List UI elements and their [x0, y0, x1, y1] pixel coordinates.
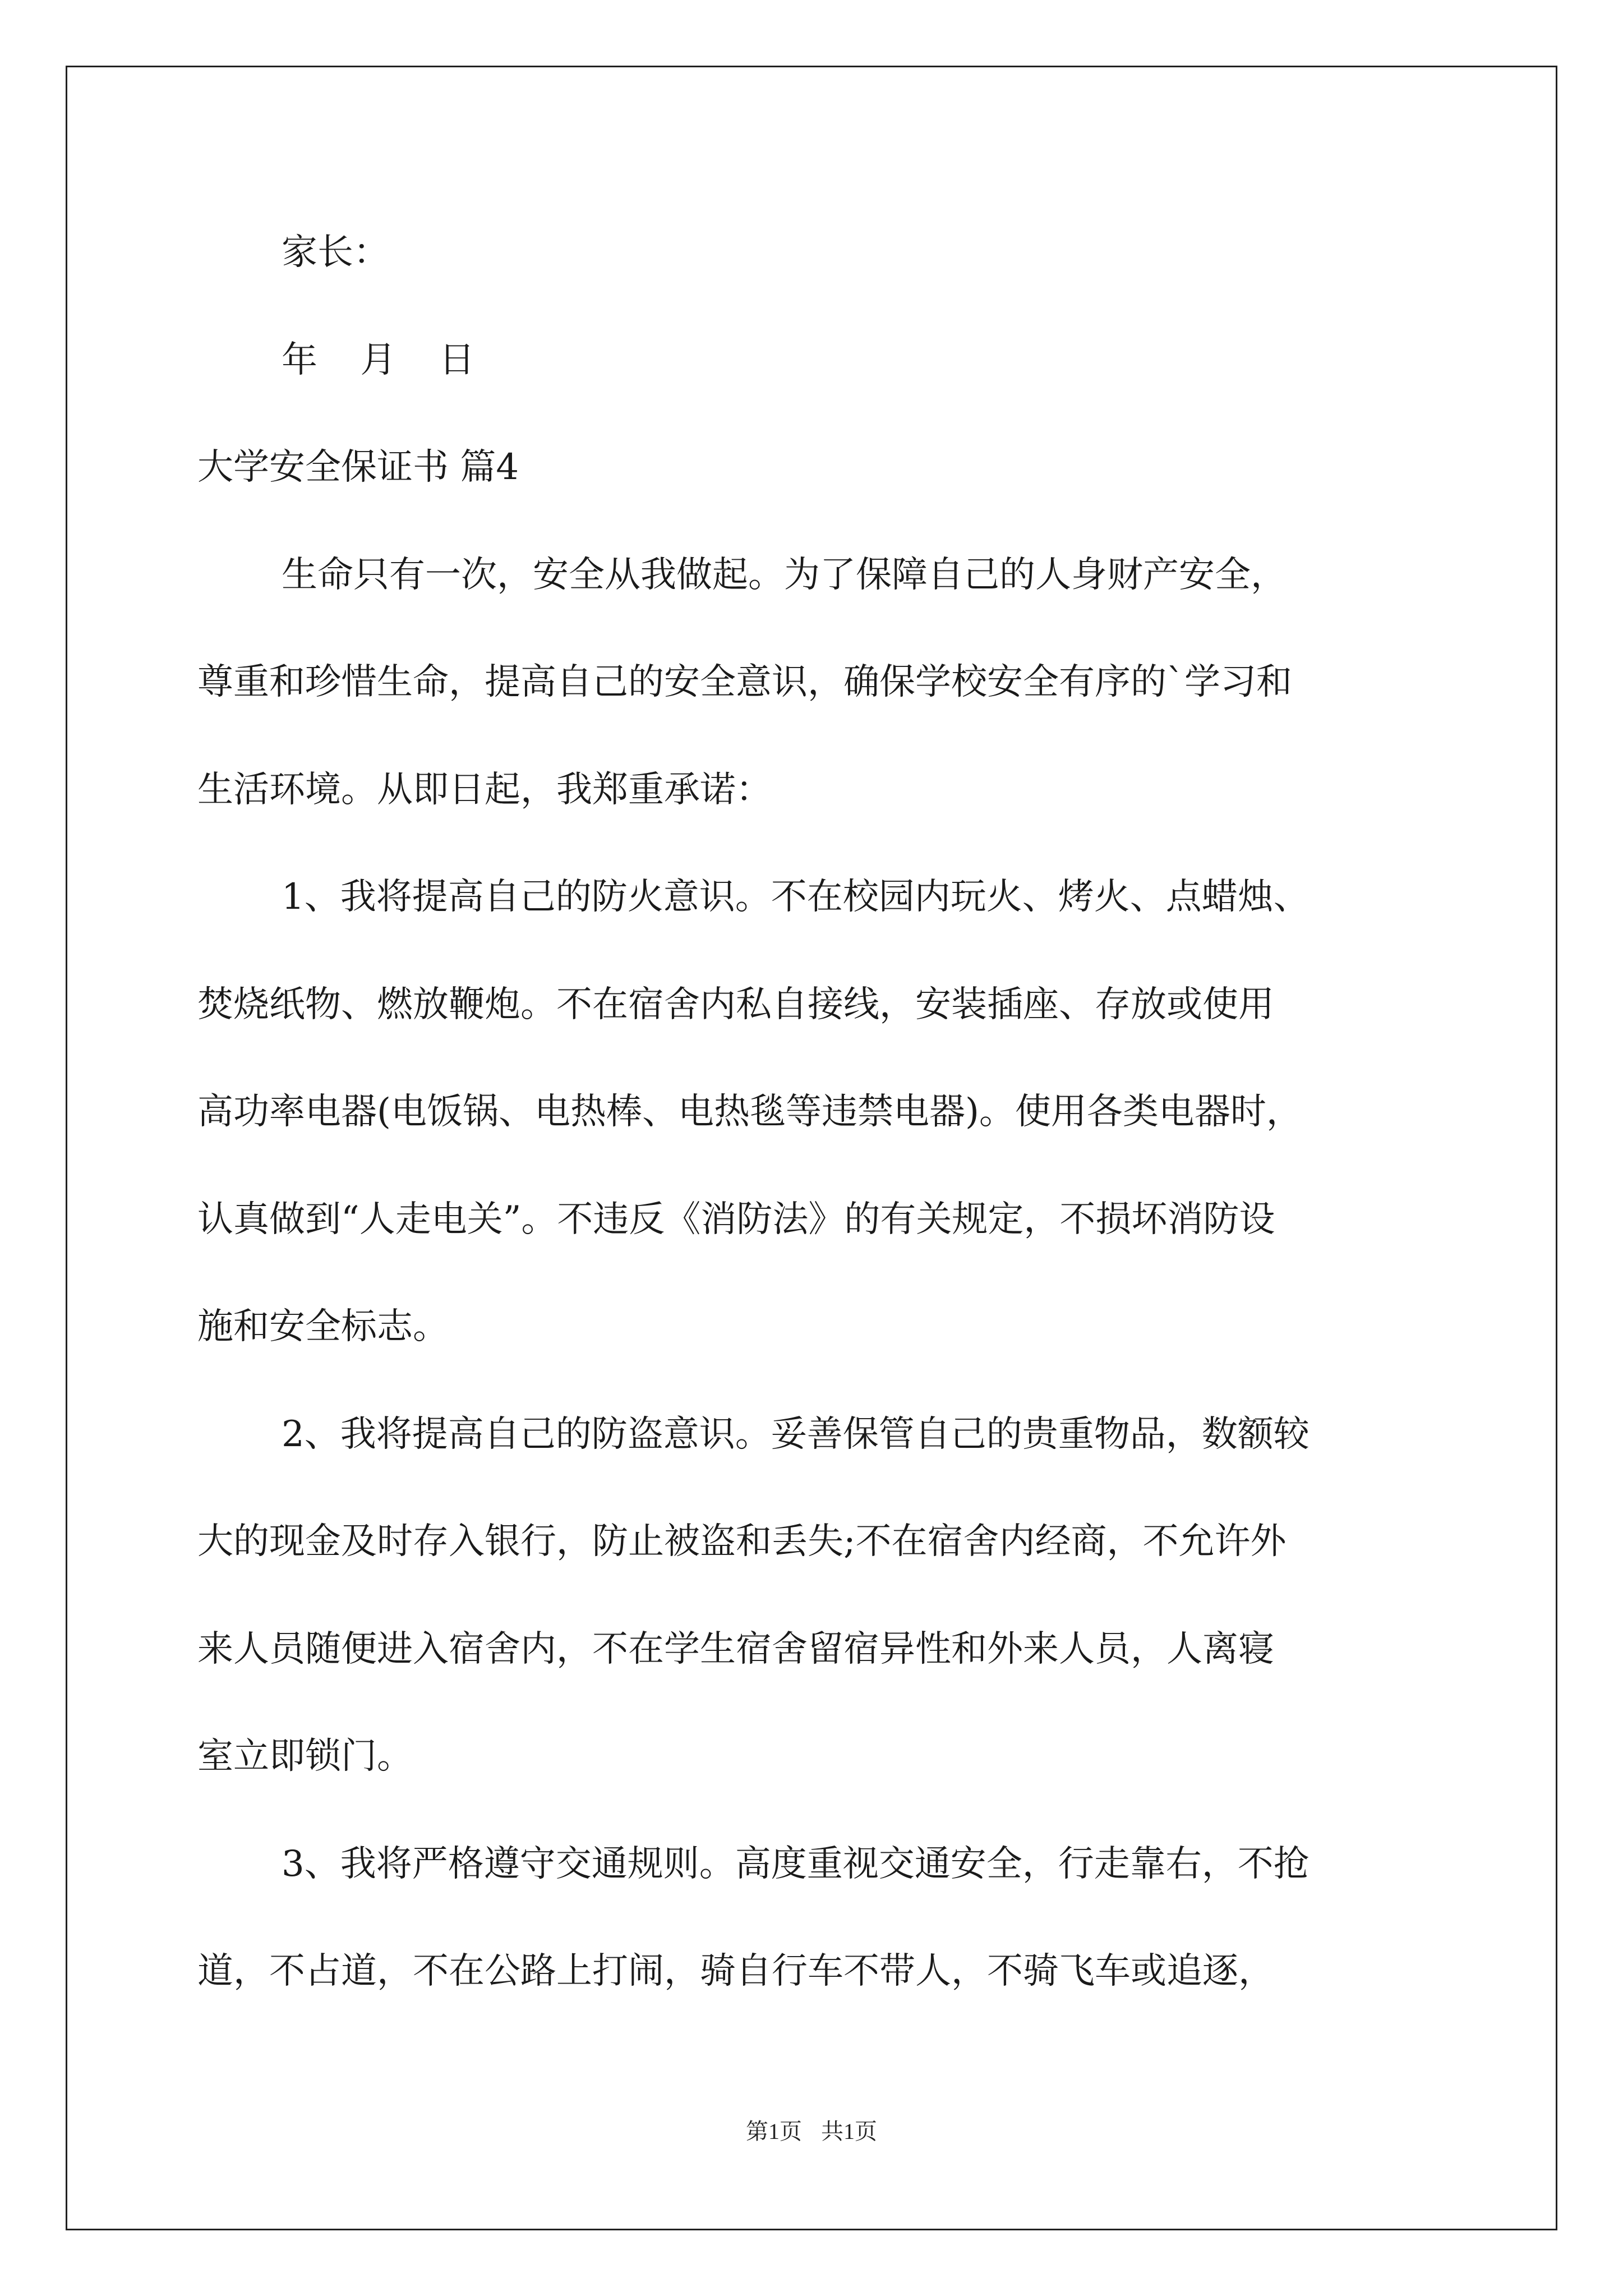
paragraph-line: 尊重和珍惜生命，提高自己的安全意识，确保学校安全有序的`学习和	[197, 661, 1292, 703]
paragraph-line: 室立即锁门。	[197, 1736, 413, 1777]
page-total: 共1页	[821, 2119, 877, 2144]
page-number: 第1页	[746, 2119, 802, 2144]
page-footer	[0, 2116, 1623, 2147]
paragraph-line: 3、我将严格遵守交通规则。高度重视交通安全，行走靠右，不抢	[282, 1843, 1310, 1885]
paragraph-line: 1、我将提高自己的防火意识。不在校园内玩火、烤火、点蜡烛、	[282, 876, 1310, 918]
paragraph-line: 道，不占道，不在公路上打闹，骑自行车不带人，不骑飞车或追逐，	[197, 1950, 1274, 1992]
parent-signature-label: 家长：	[282, 232, 389, 273]
section-heading: 大学安全保证书 篇4	[197, 447, 519, 488]
page-border	[66, 66, 1557, 2230]
paragraph-line: 来人员随便进入宿舍内，不在学生宿舍留宿异性和外来人员，人离寝	[197, 1628, 1274, 1670]
paragraph-line: 认真做到“人走电关”。不违反《消防法》的有关规定，不损坏消防设	[197, 1199, 1275, 1240]
date-line: 年 月 日	[282, 339, 491, 381]
paragraph-line: 施和安全标志。	[197, 1306, 449, 1347]
paragraph-line: 高功率电器(电饭锅、电热棒、电热毯等违禁电器)。使用各类电器时，	[197, 1091, 1302, 1133]
paragraph-line: 焚烧纸物、燃放鞭炮。不在宿舍内私自接线，安装插座、存放或使用	[197, 984, 1274, 1025]
paragraph-line: 大的现金及时存入银行，防止被盗和丢失;不在宿舍内经商，不允许外	[197, 1521, 1287, 1562]
paragraph-line: 生活环境。从即日起，我郑重承诺：	[197, 769, 772, 811]
paragraph-line: 2、我将提高自己的防盗意识。妥善保管自己的贵重物品，数额较	[282, 1414, 1310, 1455]
paragraph-line: 生命只有一次，安全从我做起。为了保障自己的人身财产安全，	[282, 554, 1287, 596]
